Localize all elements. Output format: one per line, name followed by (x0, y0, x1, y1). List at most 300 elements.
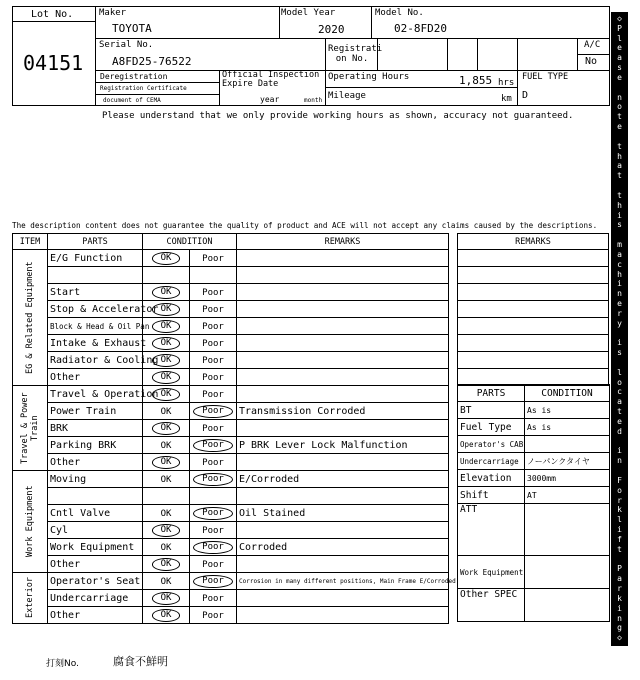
remark-cell: Corrosion in many different positions, Main Frame E/Corroded (237, 573, 449, 590)
condition-poor-cell (190, 403, 237, 420)
sidebar-char: l (617, 515, 622, 525)
location-notice-sidebar (611, 12, 628, 646)
condition-ok-cell (143, 539, 190, 556)
table-row (13, 352, 449, 369)
remark-blank-cell (458, 318, 609, 335)
remark-blank-row (458, 369, 609, 386)
sidebar-char: F (617, 475, 622, 485)
remark-cell (237, 386, 449, 403)
spec-value: ノーパンクタイヤ (525, 453, 610, 470)
remark-cell (237, 488, 449, 505)
serial-no-label: Serial No. (99, 40, 154, 50)
selected-condition-mark: OK (152, 354, 181, 367)
sidebar-char: e (617, 299, 622, 309)
ac-value: No (585, 56, 598, 67)
sidebar-char: a (617, 161, 622, 171)
selected-condition-mark: Poor (193, 405, 233, 418)
selected-condition-mark: OK (152, 320, 181, 333)
table-row (13, 556, 449, 573)
condition-option: OK (160, 440, 172, 451)
condition-ok-cell (143, 267, 190, 284)
spec-part: Shift (458, 487, 525, 504)
condition-poor-cell (190, 488, 237, 505)
sidebar-char: t (617, 544, 622, 554)
condition-option: Poor (202, 372, 224, 383)
table-row (13, 437, 449, 454)
inspection-table (12, 233, 456, 624)
condition-ok-cell (143, 284, 190, 301)
spec-table (457, 384, 610, 622)
group-label-cell (13, 573, 48, 624)
sidebar-char: d (617, 426, 622, 436)
condition-poor-cell (190, 505, 237, 522)
sidebar-char: n (617, 456, 622, 466)
table-row (13, 267, 449, 284)
sidebar-char: r (617, 584, 622, 594)
condition-option: Poor (202, 423, 224, 434)
sidebar-char: e (617, 43, 622, 53)
sidebar-char: o (617, 485, 622, 495)
sidebar-char: a (617, 397, 622, 407)
parts-header: PARTS (48, 234, 143, 250)
spec-value (525, 556, 610, 589)
sidebar-char (611, 359, 628, 367)
remark-cell: Oil Stained (237, 505, 449, 522)
item-header: ITEM (13, 234, 48, 250)
remark-blank-cell (458, 284, 609, 301)
stamp-label: 打刻No. (46, 659, 79, 669)
condition-ok-cell (143, 505, 190, 522)
serial-no-value: A8FD25-76522 (112, 55, 192, 68)
condition-ok-cell (143, 590, 190, 607)
sidebar-char: l (617, 33, 622, 43)
remark-cell (237, 318, 449, 335)
condition-ok-cell (143, 556, 190, 573)
notice-hours: Please understand that we only provide working hours as shown, accuracy not guaranteed. (102, 111, 574, 121)
sidebar-char: i (617, 338, 622, 348)
sidebar-char: t (617, 141, 622, 151)
remarks-header: REMARKS (237, 234, 449, 250)
sidebar-char: P (617, 23, 622, 33)
condition-option: Poor (202, 559, 224, 570)
remark-cell (237, 369, 449, 386)
part-name: Parking BRK (48, 437, 143, 454)
sidebar-char: t (617, 190, 622, 200)
hrs-unit: hrs (498, 78, 515, 88)
remark-blank-cell (458, 369, 609, 386)
spec-parts-header: PARTS (458, 385, 525, 402)
remark-cell (237, 267, 449, 284)
condition-option: Poor (202, 287, 224, 298)
condition-option: Poor (202, 304, 224, 315)
mileage-label: Mileage (328, 91, 366, 101)
sidebar-char: t (617, 407, 622, 417)
km-unit: km (501, 94, 512, 104)
month-label: month (304, 97, 323, 104)
selected-condition-mark: OK (152, 609, 181, 622)
condition-ok-cell (143, 403, 190, 420)
maker-value: TOYOTA (112, 22, 152, 35)
condition-poor-cell (190, 352, 237, 369)
table-row (13, 607, 449, 624)
selected-condition-mark: OK (152, 252, 181, 265)
sidebar-char: o (617, 377, 622, 387)
condition-option: Poor (202, 389, 224, 400)
table-row (13, 386, 449, 403)
spec-value (525, 436, 610, 453)
sidebar-char: i (617, 446, 622, 456)
remark-cell (237, 352, 449, 369)
remark-cell (237, 335, 449, 352)
condition-poor-cell (190, 556, 237, 573)
table-row (458, 504, 610, 556)
spec-part: Work Equipment (458, 556, 525, 589)
part-name: Undercarriage (48, 590, 143, 607)
spec-part: BT (458, 402, 525, 419)
table-row (458, 556, 610, 589)
condition-ok-cell (143, 437, 190, 454)
maker-label: Maker (99, 8, 127, 18)
group-label-cell (13, 250, 48, 386)
sidebar-char: h (617, 151, 622, 161)
remark-cell (237, 420, 449, 437)
table-row (13, 301, 449, 318)
condition-poor-cell (190, 335, 237, 352)
condition-poor-cell (190, 318, 237, 335)
selected-condition-mark: OK (152, 422, 181, 435)
sidebar-char: e (617, 416, 622, 426)
sidebar-char (611, 231, 628, 239)
condition-ok-cell (143, 335, 190, 352)
condition-ok-cell (143, 369, 190, 386)
registration-label: Registrati on No. (328, 44, 383, 64)
selected-condition-mark: Poor (193, 575, 233, 588)
spec-value: 3000mm (525, 470, 610, 487)
condition-ok-cell (143, 573, 190, 590)
condition-poor-cell (190, 539, 237, 556)
sidebar-char: s (617, 63, 622, 73)
condition-option: Poor (202, 355, 224, 366)
remark-cell (237, 522, 449, 539)
remark-cell: Corroded (237, 539, 449, 556)
selected-condition-mark: OK (152, 286, 181, 299)
remark-blank-cell (458, 267, 609, 284)
condition-option: OK (160, 576, 172, 587)
deregistration-label: Deregistration (100, 72, 168, 81)
condition-option: Poor (202, 610, 224, 621)
spec-part: Operator's CAB (458, 436, 525, 453)
part-name: Cyl (48, 522, 143, 539)
table-row (13, 488, 449, 505)
part-name: Start (48, 284, 143, 301)
condition-poor-cell (190, 301, 237, 318)
sidebar-char: n (617, 613, 622, 623)
selected-condition-mark: OK (152, 558, 181, 571)
table-row (458, 589, 610, 622)
table-row (13, 403, 449, 420)
ac-label: A/C (584, 40, 601, 50)
condition-option: OK (160, 508, 172, 519)
condition-ok-cell (143, 454, 190, 471)
table-row (13, 284, 449, 301)
sidebar-char: a (617, 53, 622, 63)
table-row (13, 471, 449, 488)
spec-condition-header: CONDITION (525, 385, 610, 402)
sidebar-char: r (617, 308, 622, 318)
table-row (13, 335, 449, 352)
condition-poor-cell (190, 471, 237, 488)
selected-condition-mark: Poor (193, 473, 233, 486)
remark-blank-row (458, 250, 609, 267)
sidebar-char: P (617, 564, 622, 574)
table-row (458, 436, 610, 453)
sidebar-char: i (617, 279, 622, 289)
sidebar-char: h (617, 200, 622, 210)
table-row (458, 470, 610, 487)
condition-option: Poor (202, 338, 224, 349)
condition-poor-cell (190, 284, 237, 301)
condition-poor-cell (190, 590, 237, 607)
sidebar-char: a (617, 574, 622, 584)
remark-blank-cell (458, 301, 609, 318)
lot-no-box (12, 6, 96, 106)
sidebar-char: c (617, 259, 622, 269)
table-row (13, 369, 449, 386)
remark-cell (237, 590, 449, 607)
sidebar-char: i (617, 603, 622, 613)
condition-poor-cell (190, 573, 237, 590)
condition-ok-cell (143, 488, 190, 505)
part-name: BRK (48, 420, 143, 437)
condition-ok-cell (143, 522, 190, 539)
condition-ok-cell (143, 607, 190, 624)
table-row (13, 454, 449, 471)
part-name: Radiator & Cooling (48, 352, 143, 369)
part-name: Block & Head & Oil Pan (48, 318, 143, 335)
sidebar-char: r (617, 495, 622, 505)
condition-poor-cell (190, 420, 237, 437)
spec-part: Undercarriage (458, 453, 525, 470)
part-name: Power Train (48, 403, 143, 420)
part-name: Stop & Accelerator (48, 301, 143, 318)
remark-cell: P BRK Lever Lock Malfunction (237, 437, 449, 454)
part-name: Moving (48, 471, 143, 488)
sidebar-char: i (617, 525, 622, 535)
sidebar-char: ◇ (617, 14, 622, 23)
sidebar-char: k (617, 593, 622, 603)
remark-cell (237, 454, 449, 471)
selected-condition-mark: OK (152, 524, 181, 537)
right-remarks-table (457, 233, 609, 386)
selected-condition-mark: OK (152, 592, 181, 605)
registration-certificate-label: Registration Certificate (100, 85, 187, 92)
remark-cell (237, 607, 449, 624)
notice-description: The description content does not guarantee the quality of product and ACE will not accept any claims caused by the descriptions. (12, 221, 598, 230)
group-label-cell (13, 386, 48, 471)
table-row (13, 318, 449, 335)
sidebar-char (611, 133, 628, 141)
condition-header: CONDITION (143, 234, 237, 250)
table-row (458, 453, 610, 470)
remark-cell (237, 556, 449, 573)
remark-blank-row (458, 301, 609, 318)
sidebar-char: t (617, 112, 622, 122)
sidebar-char (611, 182, 628, 190)
year-label: year (260, 95, 280, 104)
remark-blank-row (458, 318, 609, 335)
condition-poor-cell (190, 250, 237, 267)
spec-part: ATT (458, 504, 525, 556)
table-row (458, 419, 610, 436)
document-cema-label: document of CEMA (103, 97, 161, 104)
part-name: Work Equipment (48, 539, 143, 556)
group-label: Exterior (25, 577, 35, 619)
group-label: Travel & Power Train (20, 392, 40, 464)
lot-no-label: Lot No. (31, 9, 74, 20)
spec-value (525, 589, 610, 622)
remark-blank-cell (458, 250, 609, 267)
condition-ok-cell (143, 318, 190, 335)
sidebar-char: t (617, 171, 622, 181)
condition-poor-cell (190, 607, 237, 624)
sidebar-char (611, 330, 628, 338)
selected-condition-mark: OK (152, 456, 181, 469)
sidebar-char: a (617, 249, 622, 259)
condition-option: OK (160, 542, 172, 553)
stamp-value: 腐食不鮮明 (113, 655, 168, 668)
condition-ok-cell (143, 420, 190, 437)
condition-poor-cell (190, 369, 237, 386)
right-remarks-header: REMARKS (458, 234, 609, 250)
condition-option: Poor (202, 593, 224, 604)
part-name: Intake & Exhaust (48, 335, 143, 352)
model-year-value: 2020 (318, 23, 345, 36)
selected-condition-mark: Poor (193, 507, 233, 520)
sidebar-char: n (617, 289, 622, 299)
part-name: Other (48, 556, 143, 573)
condition-poor-cell (190, 437, 237, 454)
remark-blank-cell (458, 352, 609, 369)
operating-hours-label: Operating Hours (328, 72, 410, 82)
sidebar-char: n (617, 92, 622, 102)
spec-value: As is (525, 419, 610, 436)
remark-cell (237, 250, 449, 267)
part-name: Travel & Operation (48, 386, 143, 403)
selected-condition-mark: Poor (193, 541, 233, 554)
lot-no-value: 04151 (23, 51, 84, 75)
sidebar-char: k (617, 505, 622, 515)
sidebar-char: f (617, 534, 622, 544)
remark-blank-row (458, 284, 609, 301)
condition-option: Poor (202, 525, 224, 536)
part-name: E/G Function (48, 250, 143, 267)
condition-option: Poor (202, 457, 224, 468)
remark-blank-row (458, 335, 609, 352)
table-row (13, 250, 449, 267)
inspection-label: Official Inspection Expire Date (222, 70, 320, 89)
fuel-type-value: D (522, 90, 529, 101)
remark-cell: E/Corroded (237, 471, 449, 488)
selected-condition-mark: Poor (193, 439, 233, 452)
remark-blank-row (458, 352, 609, 369)
sidebar-char: l (617, 367, 622, 377)
model-no-value: 02-8FD20 (394, 22, 447, 35)
condition-option: OK (160, 406, 172, 417)
sidebar-char: s (617, 348, 622, 358)
condition-option: Poor (202, 253, 224, 264)
part-name: Other (48, 607, 143, 624)
condition-option: OK (160, 474, 172, 485)
selected-condition-mark: OK (152, 388, 181, 401)
fuel-type-label: FUEL TYPE (522, 72, 569, 82)
sidebar-char: i (617, 210, 622, 220)
part-name: Cntl Valve (48, 505, 143, 522)
spec-value (525, 504, 610, 556)
sidebar-char: y (617, 318, 622, 328)
sidebar-char (611, 438, 628, 446)
sidebar-char (611, 84, 628, 92)
condition-ok-cell (143, 250, 190, 267)
operating-hours-value: 1,855 (459, 74, 493, 87)
group-label: Work Equipment (25, 485, 35, 558)
condition-poor-cell (190, 522, 237, 539)
condition-option: Poor (202, 321, 224, 332)
spec-part: Fuel Type (458, 419, 525, 436)
part-name: Other (48, 369, 143, 386)
sidebar-char: e (617, 122, 622, 132)
selected-condition-mark: OK (152, 337, 181, 350)
sidebar-char (611, 556, 628, 564)
remark-cell: Transmission Corroded (237, 403, 449, 420)
group-label: EG & Related Equipment (25, 261, 35, 374)
sidebar-char: e (617, 72, 622, 82)
model-no-label: Model No. (375, 8, 424, 18)
remark-blank-row (458, 267, 609, 284)
table-row (13, 420, 449, 437)
table-row (13, 505, 449, 522)
sidebar-char: s (617, 220, 622, 230)
condition-poor-cell (190, 454, 237, 471)
part-name: Operator's Seat (48, 573, 143, 590)
sidebar-char: o (617, 102, 622, 112)
table-row (458, 487, 610, 504)
selected-condition-mark: OK (152, 371, 181, 384)
part-name: Other (48, 454, 143, 471)
spec-value: As is (525, 402, 610, 419)
table-row (13, 539, 449, 556)
sidebar-char: m (617, 240, 622, 250)
table-row (458, 402, 610, 419)
spec-part: Other SPEC (458, 589, 525, 622)
sidebar-char: c (617, 387, 622, 397)
sidebar-char: g (617, 623, 622, 633)
condition-ok-cell (143, 471, 190, 488)
model-year-label: Model Year (281, 8, 336, 18)
sidebar-char: h (617, 269, 622, 279)
condition-poor-cell (190, 267, 237, 284)
sidebar-char (611, 467, 628, 475)
sidebar-char: ◇ (617, 633, 622, 643)
part-name (48, 488, 143, 505)
remark-blank-cell (458, 335, 609, 352)
table-row (13, 522, 449, 539)
remark-cell (237, 301, 449, 318)
table-row (13, 590, 449, 607)
part-name (48, 267, 143, 284)
condition-poor-cell (190, 386, 237, 403)
spec-value: AT (525, 487, 610, 504)
group-label-cell (13, 471, 48, 573)
